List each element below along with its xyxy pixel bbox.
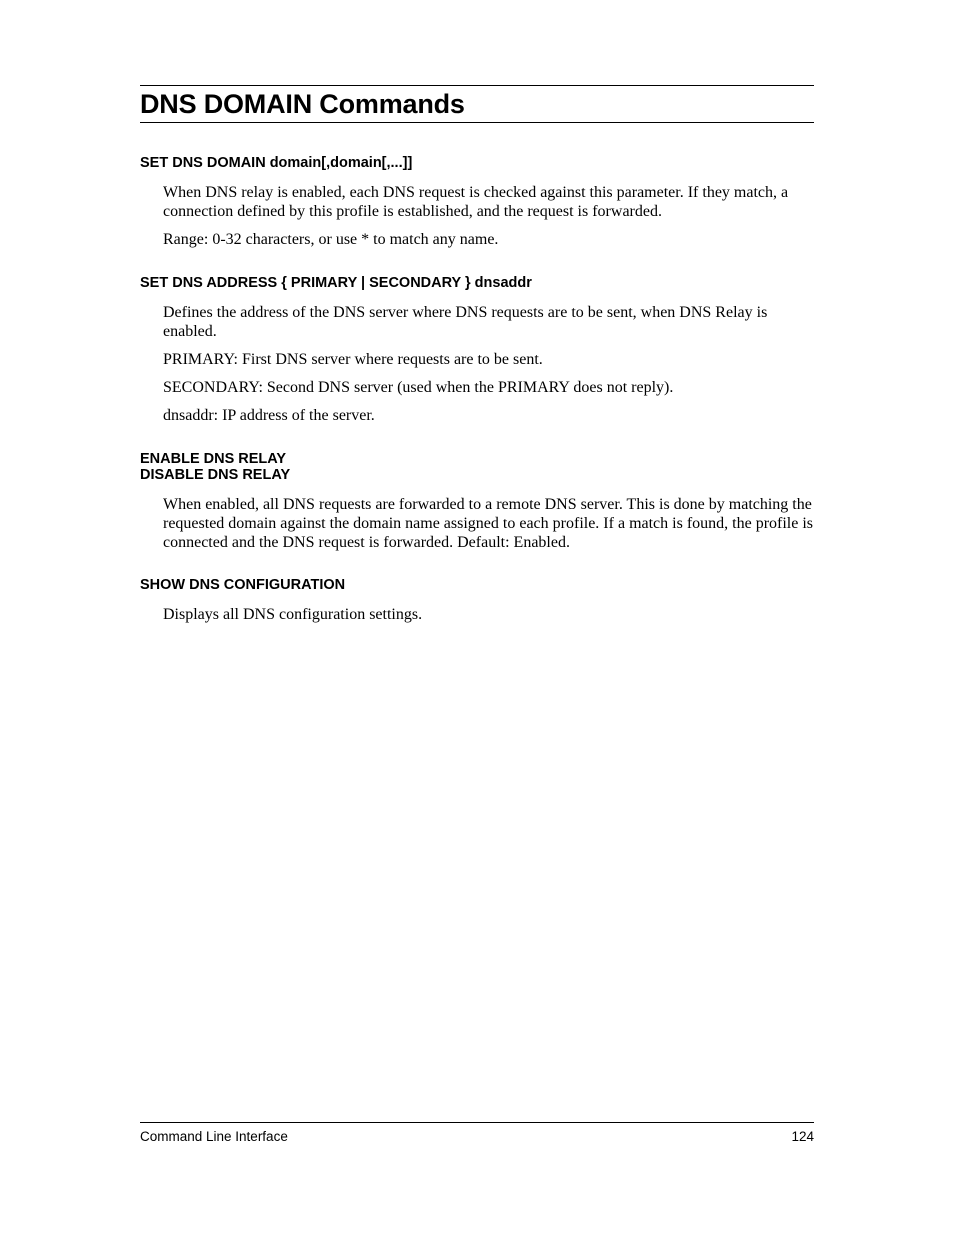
section-show-dns-configuration: [140, 577, 814, 633]
command-heading: SHOW DNS CONFIGURATION: [140, 577, 346, 593]
footer-title: Command Line Interface: [140, 1129, 288, 1144]
section-dns-relay: [140, 451, 814, 561]
command-heading: SET DNS ADDRESS { PRIMARY | SECONDARY } dnsaddr: [140, 275, 532, 291]
page-title: DNS DOMAIN Commands: [140, 89, 465, 119]
page-title-block: [140, 85, 814, 123]
paragraph: SECONDARY: Second DNS server (used when the PRIMARY does not reply).: [163, 379, 674, 396]
command-heading: SET DNS DOMAIN domain[,domain[,...]]: [140, 155, 413, 171]
page-number: 124: [791, 1129, 814, 1144]
page-footer: [140, 1122, 814, 1145]
paragraph: Displays all DNS configuration settings.: [163, 606, 423, 623]
command-heading: DISABLE DNS RELAY: [140, 467, 291, 483]
command-heading: ENABLE DNS RELAY: [140, 451, 287, 467]
paragraph: Range: 0-32 characters, or use * to match any name.: [163, 231, 499, 248]
section-set-dns-domain: [140, 155, 814, 258]
paragraph: When DNS relay is enabled, each DNS request is checked against this parameter. If they match, a connection defined by this profile is established, and the request is forwarded.: [163, 184, 789, 220]
paragraph: PRIMARY: First DNS server where requests are to be sent.: [163, 351, 543, 368]
paragraph: Defines the address of the DNS server where DNS requests are to be sent, when DNS Relay is enabled.: [163, 304, 768, 340]
paragraph: dnsaddr: IP address of the server.: [163, 407, 375, 424]
paragraph: When enabled, all DNS requests are forwarded to a remote DNS server. This is done by matching the requested domain against the domain name assigned to each profile. If a match is found, the profile is connected and the DNS request is forwarded. Default: Enabled.: [163, 496, 814, 551]
section-set-dns-address: [140, 275, 814, 434]
